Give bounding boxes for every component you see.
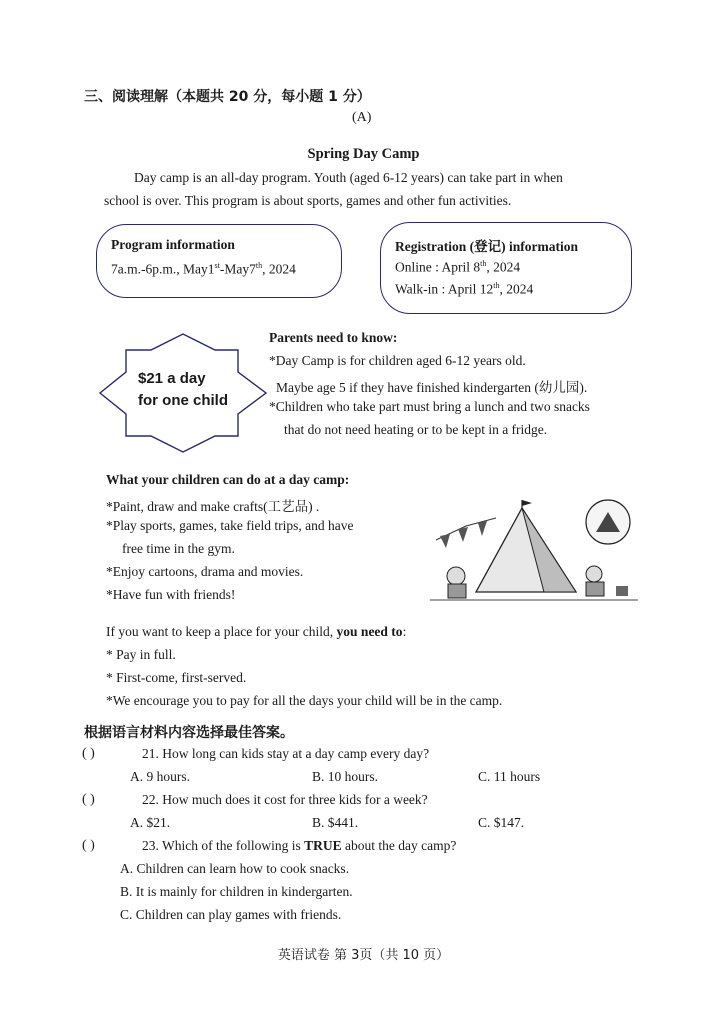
q22-option-a[interactable]: A. $21. [130, 815, 171, 830]
q21-text: 21. How long can kids stay at a day camp every day? [142, 746, 430, 761]
q22-text: 22. How much does it cost for three kids for a week? [142, 792, 428, 807]
q22-option-b[interactable]: B. $441. [312, 815, 359, 830]
camp-tent-illustration [426, 496, 642, 608]
q21-option-a[interactable]: A. 9 hours. [130, 769, 190, 784]
q21-answer-blank[interactable]: ( ) [82, 746, 95, 761]
registration-online: Online : April 8th, 2024 [395, 259, 521, 275]
program-info-title: Program information [111, 237, 235, 252]
intro-line-1: Day camp is an all-day program. Youth (aged 6-12 years) can take part in when [134, 170, 563, 185]
program-info-dates: 7a.m.-6p.m., May1st-May7th, 2024 [111, 261, 296, 277]
registration-info-box [380, 222, 632, 314]
part-label: (A) [352, 110, 372, 125]
parents-line-3: *Children who take part must bring a lunch and two snacks [269, 399, 590, 414]
intro-line-2: school is over. This program is about sports, games and other fun activities. [104, 193, 512, 208]
q22-option-c[interactable]: C. $147. [478, 815, 525, 830]
q23-option-b[interactable]: B. It is mainly for children in kindergarten. [120, 884, 353, 899]
q22-answer-blank[interactable]: ( ) [82, 792, 95, 807]
q21-option-c[interactable]: C. 11 hours [478, 769, 541, 784]
activities-line-5: *Have fun with friends! [106, 587, 236, 602]
q23-text: 23. Which of the following is TRUE about the day camp? [142, 838, 457, 853]
q23-answer-blank[interactable]: ( ) [82, 838, 95, 853]
activities-line-2: *Play sports, games, take field trips, and have [106, 518, 354, 533]
activities-line-4: *Enjoy cartoons, drama and movies. [106, 564, 304, 579]
keep-place-line-3: * First-come, first-served. [106, 670, 247, 685]
q23-option-c[interactable]: C. Children can play games with friends. [120, 907, 342, 922]
program-info-box [96, 224, 342, 298]
page-footer: 英语试卷 第 3页（共 10 页） [277, 948, 450, 963]
keep-place-line-4: *We encourage you to pay for all the days your child will be in the camp. [106, 693, 503, 708]
keep-place-line-2: * Pay in full. [106, 647, 176, 662]
keep-place-line-1: If you want to keep a place for your child, you need to: [106, 624, 407, 639]
registration-walkin: Walk-in : April 12th, 2024 [395, 281, 534, 297]
passage-title: Spring Day Camp [307, 146, 420, 162]
activities-line-1: *Paint, draw and make crafts(工艺品) . [106, 499, 320, 514]
activities-line-3: free time in the gym. [122, 541, 235, 556]
parents-title: Parents need to know: [269, 330, 398, 345]
parents-line-1: *Day Camp is for children aged 6-12 years old. [269, 353, 526, 368]
parents-line-2: Maybe age 5 if they have finished kindergarten (幼儿园). [276, 380, 588, 395]
q21-option-b[interactable]: B. 10 hours. [312, 769, 379, 784]
activities-title: What your children can do at a day camp: [106, 472, 350, 487]
section-title: 三、阅读理解（本题共 20 分，每小题 1 分） [84, 89, 371, 105]
q23-option-a[interactable]: A. Children can learn how to cook snacks. [120, 861, 350, 876]
parents-line-4: that do not need heating or to be kept in a fridge. [284, 422, 548, 437]
price-text: $21 a day for one child [138, 370, 228, 409]
questions-instruction: 根据语言材料内容选择最佳答案。 [84, 725, 294, 741]
registration-info-title: Registration (登记) information [395, 239, 578, 254]
